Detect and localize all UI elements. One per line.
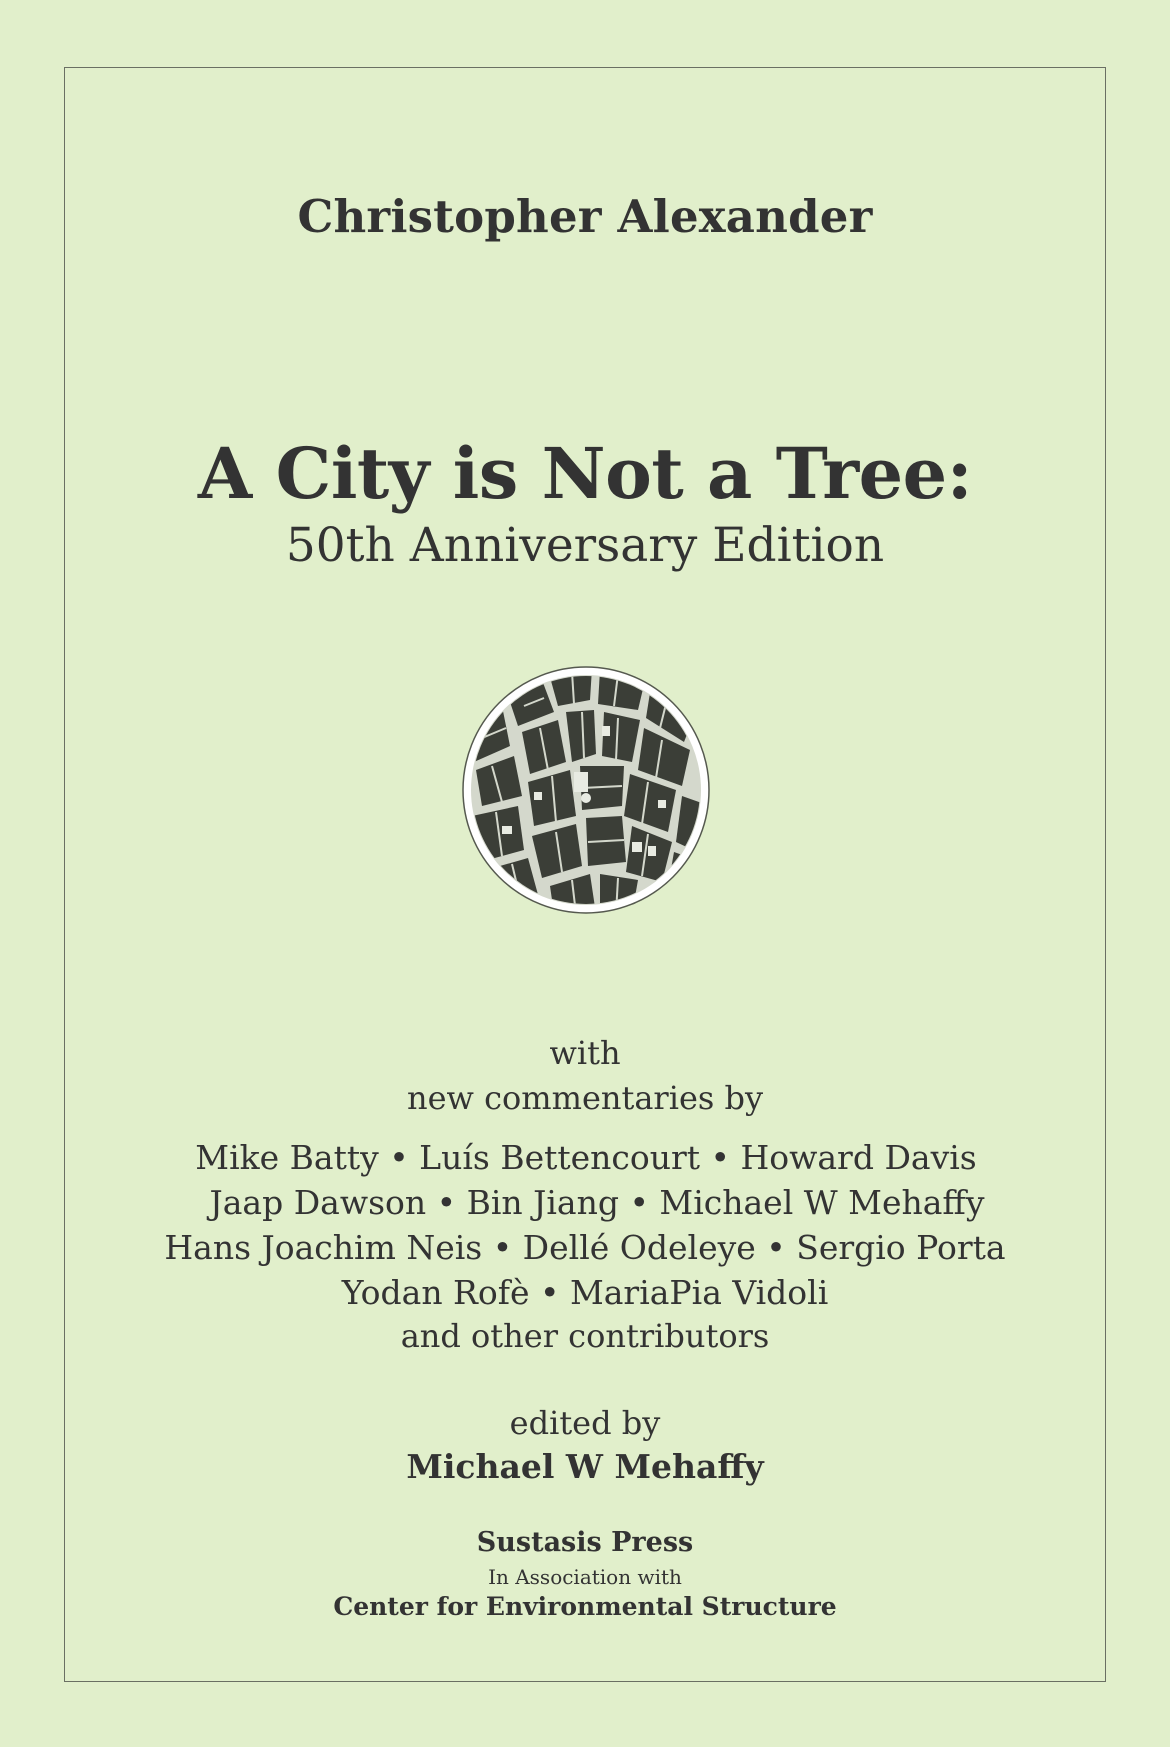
association-name: Center for Environmental Structure <box>333 1592 837 1621</box>
commentaries-label: new commentaries by <box>406 1079 764 1117</box>
city-map-image <box>462 666 710 914</box>
editor-name: Michael W Mehaffy <box>406 1447 764 1486</box>
contributor-line: Jaap Dawson • Bin Jiang • Michael W Mehaffy <box>209 1183 985 1222</box>
contributor-line: Yodan Rofè • MariaPia Vidoli <box>341 1273 829 1312</box>
publisher-name: Sustasis Press <box>476 1527 694 1558</box>
contributor-line: Hans Joachim Neis • Dellé Odeleye • Sergio Porta <box>164 1228 1006 1267</box>
city-map-medallion <box>462 666 710 914</box>
book-title: A City is Not a Tree: <box>197 432 973 515</box>
with-label: with <box>549 1034 621 1072</box>
book-subtitle: 50th Anniversary Edition <box>285 518 885 573</box>
contributor-list <box>0 1135 1170 1315</box>
author-name: Christopher Alexander <box>297 190 873 243</box>
association-label: In Association with <box>488 1565 682 1589</box>
contributor-line: Mike Batty • Luís Bettencourt • Howard Davis <box>195 1138 977 1177</box>
other-contributors-label: and other contributors <box>400 1317 770 1355</box>
edited-by-label: edited by <box>509 1404 661 1442</box>
